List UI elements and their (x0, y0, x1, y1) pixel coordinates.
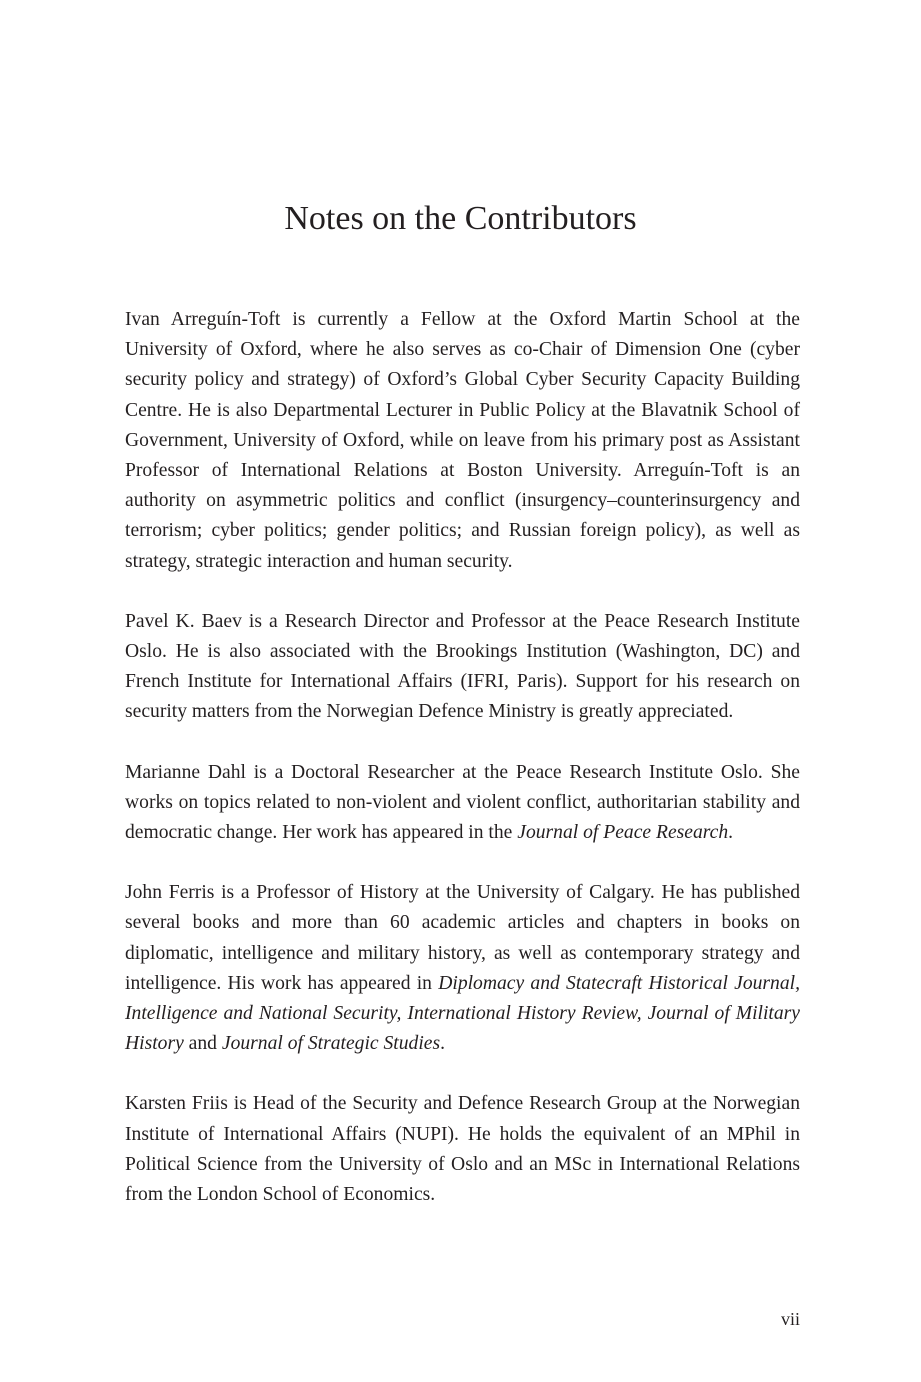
contributor-entry-ferris (125, 878, 800, 1059)
entry-text: Pavel K. Baev is a Research Director and Professor at the Peace Research Institute Oslo. He is also associated with the Brookings Institution (Washington, DC) and French Institute for International Affairs (IFRI, Paris). Support for his research on security matters from the Norwegian Defence Ministry is greatly appreciated. (125, 610, 800, 723)
contributor-entry-friis (125, 1089, 800, 1210)
entry-text: John Ferris is a Professor of History at the University of Calgary. He has published several books and more than 60 academic articles and chapters in books on diplomatic, intelligence and military history, as well as contemporary strategy and intelligence. His work has appeared in (125, 882, 800, 994)
entry-text: and (183, 1033, 222, 1055)
contributor-entry-baev (125, 607, 800, 728)
page-title: Notes on the Contributors (284, 200, 637, 237)
entry-text: Karsten Friis is Head of the Security and Defence Research Group at the Norwegian Institute of International Affairs (NUPI). He holds the equivalent of an MPhil in Political Science from the University of Oslo and an MSc in International Relations from the London School of Economics. (125, 1093, 800, 1206)
entry-text: . (440, 1033, 446, 1055)
journal-title: Journal of Strategic Studies (221, 1033, 441, 1055)
journal-titles: Diplomacy and Statecraft Historical Journal, Intelligence and National Security, International History Review, Journal of Military History (125, 972, 800, 1055)
journal-title: Journal of Peace Research (517, 822, 729, 844)
entry-text: Marianne Dahl is a Doctoral Researcher at the Peace Research Institute Oslo. She works on topics related to non-violent and violent conflict, authoritarian stability and democratic change. Her work has appeared in the (125, 761, 800, 844)
contributor-entry-dahl (125, 758, 800, 849)
entry-text: . (728, 822, 734, 844)
contributor-entry-arreguin-toft (125, 305, 800, 577)
contributors-list (125, 305, 800, 1240)
entry-text: Ivan Arreguín-Toft is currently a Fellow at the Oxford Martin School at the University of Oxford, where he also serves as co-Chair of Dimension One (cyber security policy and strategy) of Oxford’s Global Cyber Security Capacity Building Centre. He is also Departmental Lecturer in Public Policy at the Blavatnik School of Government, University of Oxford, while on leave from his primary post as Assistant Professor of International Relations at Boston University. Arreguín-Toft is an authority on asymmetric politics and conflict (insurgency–counterinsurgency and terrorism; cyber politics; gender politics; and Russian foreign policy), as well as strategy, strategic interaction and human security. (125, 309, 800, 572)
page-number: vii (780, 1309, 800, 1329)
